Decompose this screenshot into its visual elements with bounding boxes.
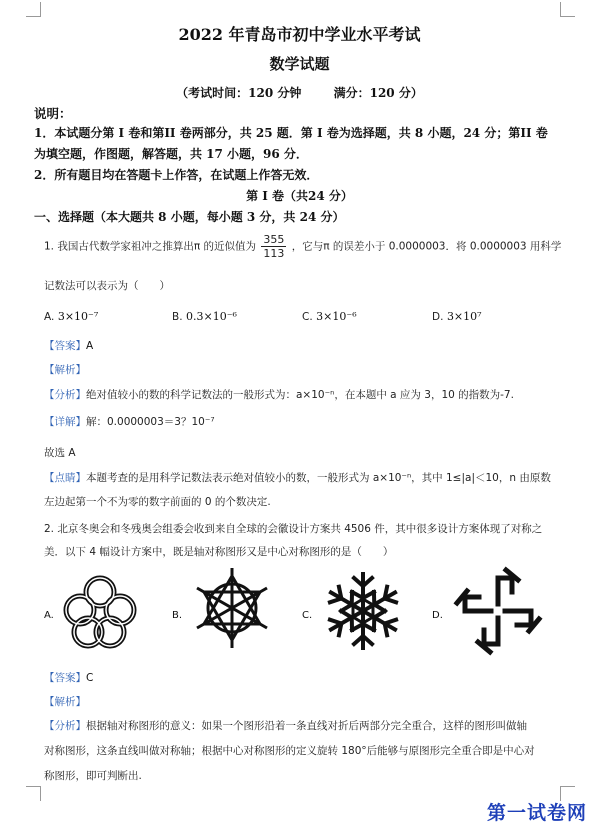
q2-figure-d xyxy=(448,566,548,656)
exam-subtitle: 数学试题 xyxy=(269,55,330,73)
q1-answer-value: A xyxy=(86,340,94,352)
q2-fig-a-label: A. xyxy=(44,610,54,621)
crop-mark-top-left xyxy=(26,2,41,17)
q2-fenxi-line-1 xyxy=(44,718,527,733)
q1-stem-line-1 xyxy=(44,233,561,260)
q1-dianjing-line-1 xyxy=(44,470,551,485)
q2-figure-b xyxy=(190,566,274,650)
exam-score: 满分：120 分） xyxy=(333,86,423,100)
q2-fig-c-label: C. xyxy=(302,610,313,621)
q1-option-a xyxy=(44,310,98,323)
exam-info xyxy=(0,84,599,101)
q1-xiangjie-tag: 【详解】 xyxy=(44,416,86,428)
q1-option-a-value: 3×10⁻⁷ xyxy=(57,310,99,323)
q1-text-a: 1. 我国古代数学家祖冲之推算出π 的近似值为 xyxy=(44,240,257,253)
q1-xiangjie-text: 解：0.0000003＝3？10⁻⁷ xyxy=(86,416,215,428)
q1-fenxi-tag: 【分析】 xyxy=(44,389,86,401)
exam-title: 2022 年青岛市初中学业水平考试 xyxy=(178,25,421,44)
q2-fig-b-label: B. xyxy=(172,610,183,621)
q1-fenxi xyxy=(44,387,514,402)
q1-answer-tag: 【答案】 xyxy=(44,340,86,352)
q2-figure-c xyxy=(318,566,408,656)
q2-answer xyxy=(44,670,93,685)
q2-fig-d-label: D. xyxy=(432,610,443,621)
instructions-line-3: 2．所有题目均在答题卡上作答，在试题上作答无效． xyxy=(34,168,319,182)
site-watermark: 第一试卷网 xyxy=(486,802,587,824)
q1-conclusion: 故选 A xyxy=(44,447,76,459)
q1-option-d-value: 3×10⁷ xyxy=(446,310,482,323)
q1-option-c-value: 3×10⁻⁶ xyxy=(316,310,357,323)
q1-text-c: 记数法可以表示为（ ） xyxy=(44,280,170,292)
q2-figure-a xyxy=(58,570,142,654)
q2-analysis-tag: 【解析】 xyxy=(44,696,86,708)
instructions-line-1: 1．本试题分第 I 卷和第II 卷两部分，共 25 题．第 I 卷为选择题，共 8 小题，24 分；第II 卷 xyxy=(34,126,548,140)
crop-mark-top-right xyxy=(560,2,575,17)
q2-stem-line-2: 美．以下 4 幅设计方案中，既是轴对称图形又是中心对称图形的是（ ） xyxy=(44,546,394,558)
q1-fenxi-text: 绝对值较小的数的科学记数法的一般形式为：a×10⁻ⁿ，在本题中 a 应为 3，10 的指数为-7. xyxy=(86,389,514,401)
exam-time: （考试时间：120 分钟 xyxy=(176,86,302,100)
q1-xiangjie xyxy=(44,414,215,429)
q2-fenxi-text-1: 根据轴对称图形的意义：如果一个图形沿着一条直线对折后两部分完全重合，这样的图形叫做轴 xyxy=(86,720,527,732)
q1-fraction-numerator: 355 xyxy=(263,233,285,246)
q1-dianjing-line-2: 左边起第一个不为零的数字前面的 0 的个数决定. xyxy=(44,496,271,508)
q1-option-c-label: C. xyxy=(302,311,313,323)
q1-dianjing-tag: 【点睛】 xyxy=(44,472,86,484)
q1-dianjing-text-1: 本题考查的是用科学记数法表示绝对值较小的数，一般形式为 a×10⁻ⁿ，其中 1≤|a|＜10，n 由原数 xyxy=(86,472,551,484)
q1-option-b-value: 0.3×10⁻⁶ xyxy=(186,310,237,323)
q1-fraction-denominator: 113 xyxy=(263,247,285,260)
q1-option-b xyxy=(172,310,237,323)
section-heading: 一、选择题（本大题共 8 小题，每小题 3 分，共 24 分） xyxy=(34,210,345,224)
q2-fenxi-line-3: 称图形，即可判断出. xyxy=(44,770,142,782)
q1-option-b-label: B. xyxy=(172,311,183,323)
q1-option-c xyxy=(302,310,357,323)
q1-analysis-tag: 【解析】 xyxy=(44,364,86,376)
q1-fraction xyxy=(261,233,286,260)
part1-heading: 第 I 卷（共24 分） xyxy=(246,189,353,203)
q1-option-a-label: A. xyxy=(44,311,55,323)
q1-answer xyxy=(44,338,93,353)
q1-option-d xyxy=(432,310,482,323)
q2-stem-line-1: 2. 北京冬奥会和冬残奥会组委会收到来自全球的会徽设计方案共 4506 件，其中很多设计方案体现了对称之 xyxy=(44,523,543,535)
instructions-line-2: 为填空题，作图题，解答题，共 17 小题，96 分． xyxy=(34,147,308,161)
q2-fenxi-tag: 【分析】 xyxy=(44,720,86,732)
q2-answer-value: C xyxy=(86,672,94,684)
q1-text-b: ，它与π 的误差小于 0.0000003．将 0.0000003 用科学 xyxy=(291,240,562,253)
q1-option-d-label: D. xyxy=(432,311,444,323)
crop-mark-bottom-left xyxy=(26,786,41,801)
q2-answer-tag: 【答案】 xyxy=(44,672,86,684)
q2-fenxi-line-2: 对称图形，这条直线叫做对称轴；根据中心对称图形的定义旋转 180°后能够与原图形完全重合即是中心对 xyxy=(44,745,535,757)
instructions-heading: 说明： xyxy=(34,106,72,121)
